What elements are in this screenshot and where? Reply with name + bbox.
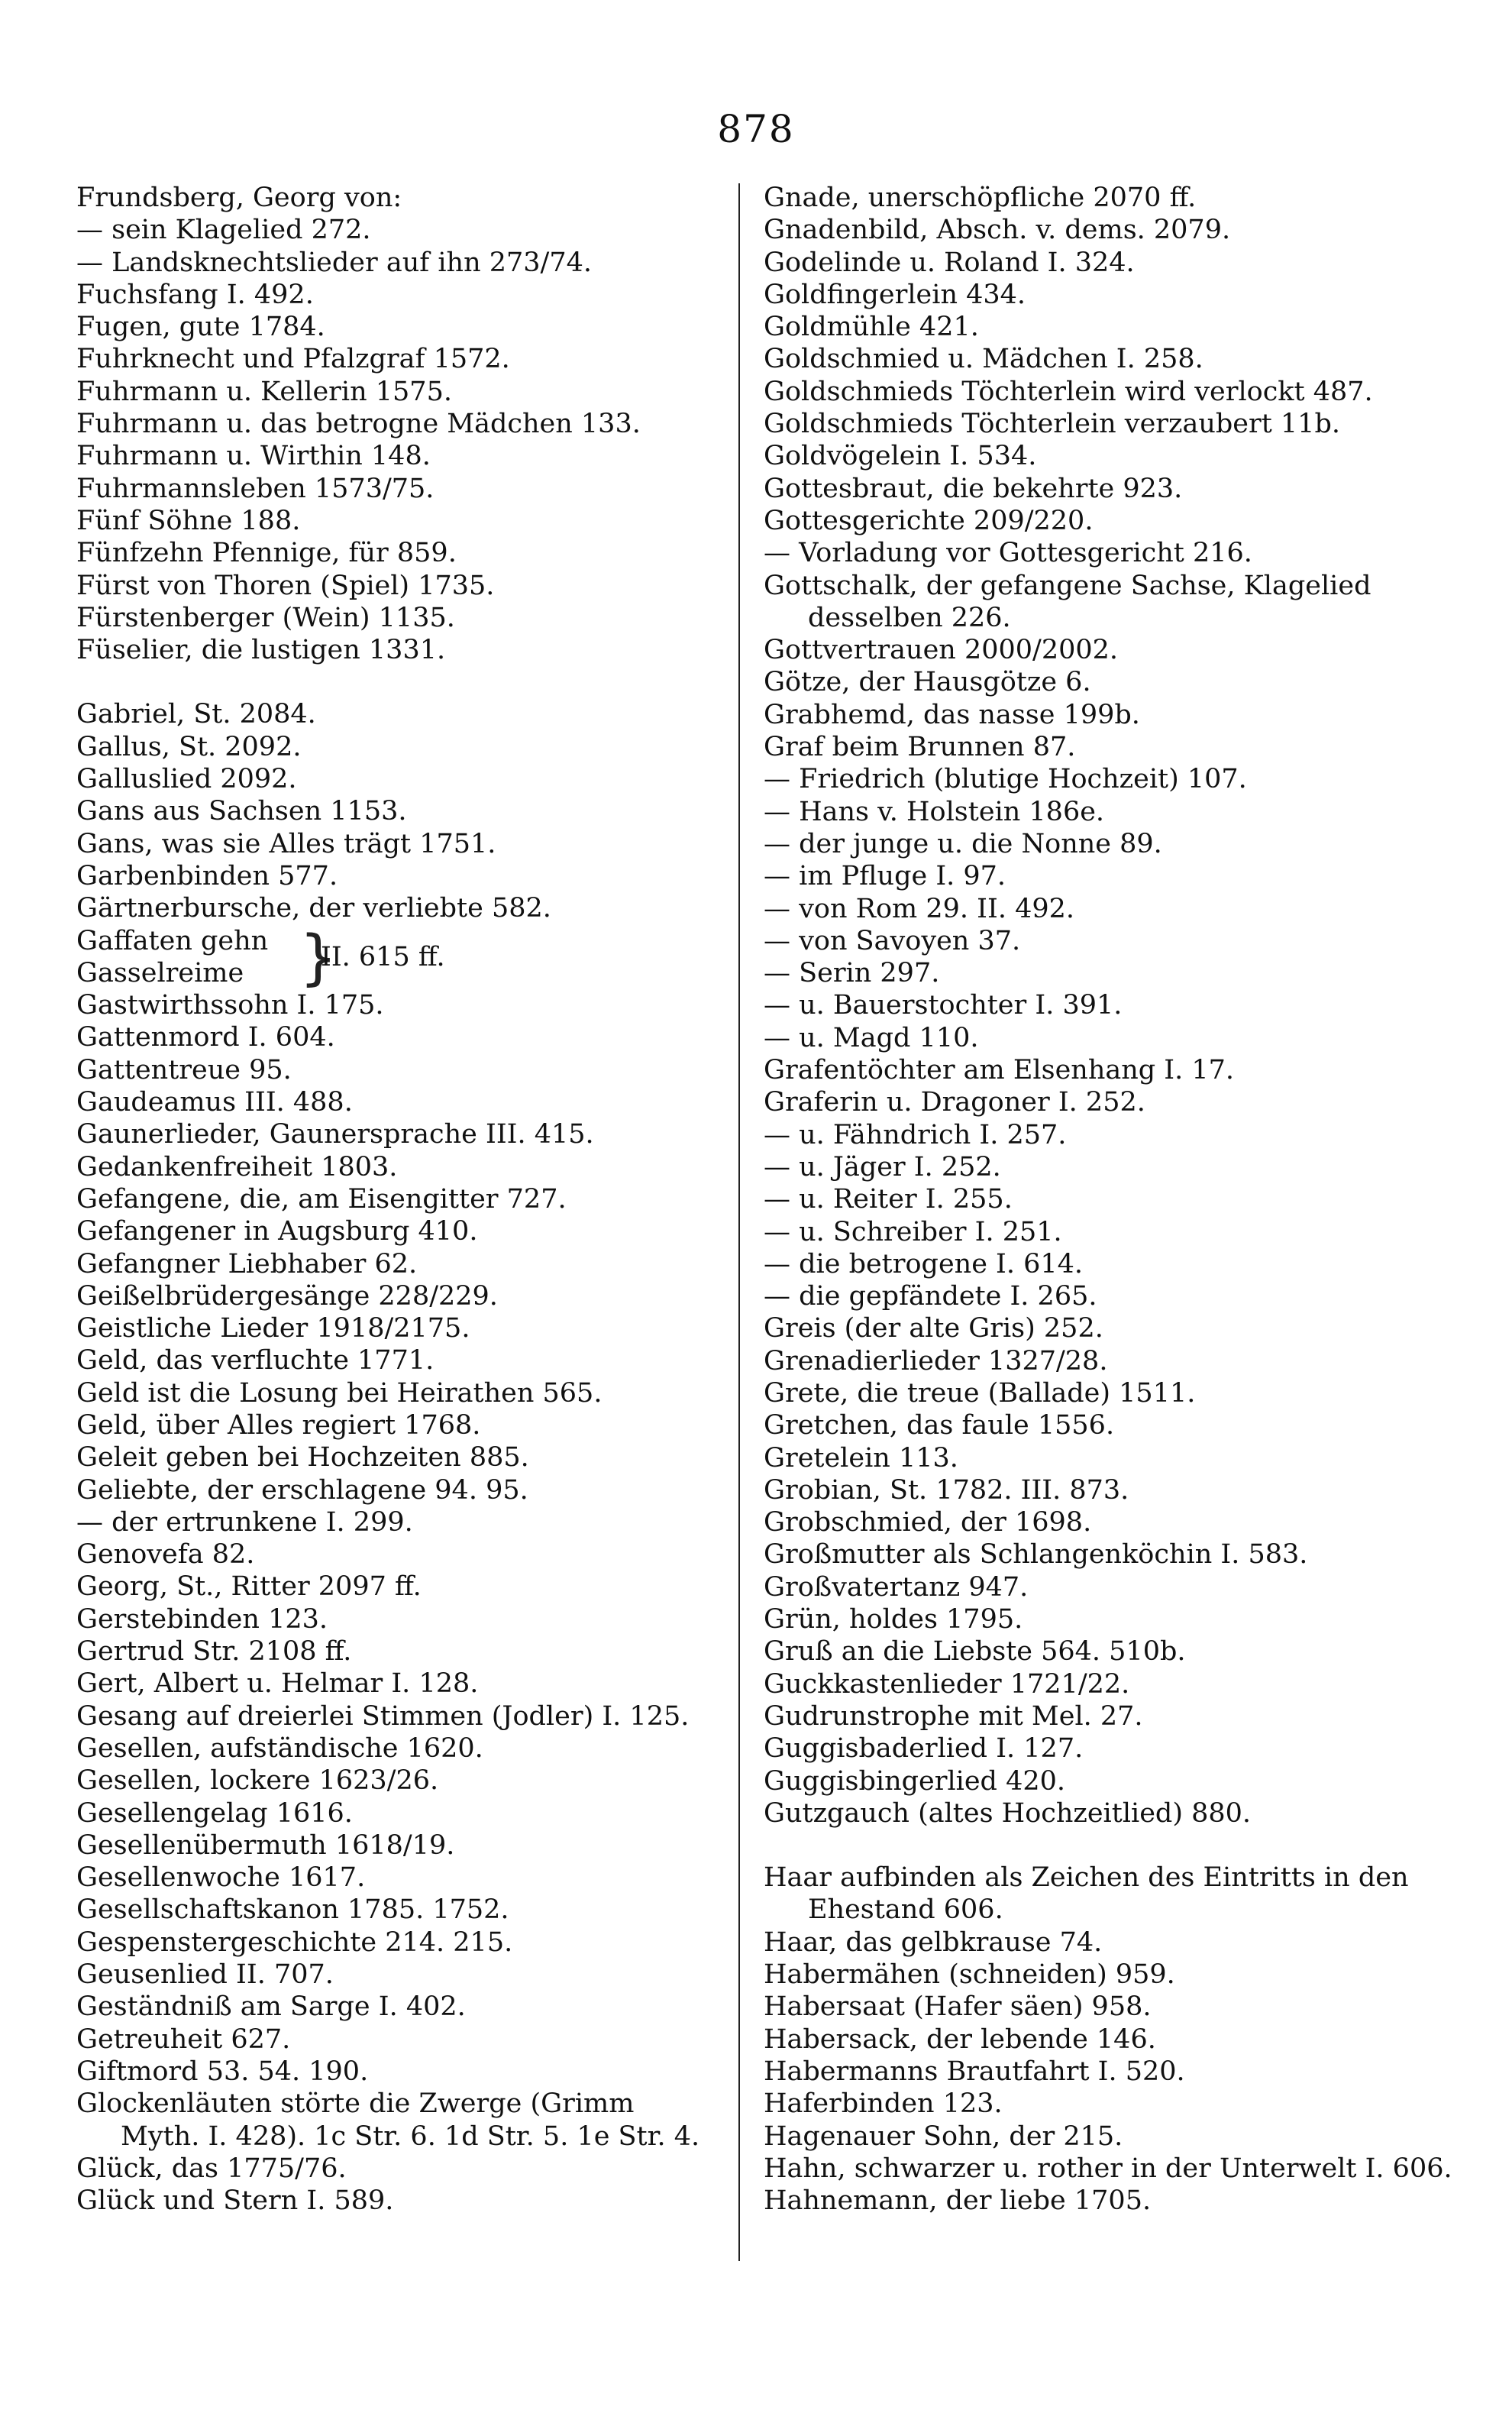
index-entry: — Friedrich (blutige Hochzeit) 107.: [764, 764, 1247, 795]
index-entry: — von Savoyen 37.: [764, 925, 1021, 956]
index-entry: — Landsknechtslieder auf ihn 273/74.: [76, 247, 592, 278]
index-entry: Großvatertanz 947.: [764, 1571, 1029, 1603]
index-entry: Genovefa 82.: [76, 1539, 255, 1571]
index-entry: Geistliche Lieder 1918/2175.: [76, 1313, 470, 1344]
index-entry: Fuhrmannsleben 1573/75.: [76, 473, 435, 504]
index-entry: Fuhrknecht und Pfalzgraf 1572.: [76, 344, 510, 375]
index-entry: Habersack, der lebende 146.: [764, 2024, 1156, 2055]
index-entry: Glück und Stern I. 589.: [76, 2185, 394, 2217]
brace-glyph: }: [299, 923, 338, 992]
index-entry: Hagenauer Sohn, der 215.: [764, 2121, 1123, 2152]
index-entry: Gesellen, lockere 1623/26.: [76, 1765, 439, 1797]
index-entry: Grobian, St. 1782. III. 873.: [764, 1474, 1129, 1506]
index-entry: Gutzgauch (altes Hochzeitlied) 880.: [764, 1797, 1252, 1829]
index-entry: — der junge u. die Nonne 89.: [764, 828, 1162, 859]
index-entry: Graferin u. Dragoner I. 252.: [764, 1087, 1145, 1118]
index-entry: — u. Bauerstochter I. 391.: [764, 990, 1123, 1021]
index-entry: Geleit geben bei Hochzeiten 885.: [76, 1442, 529, 1474]
index-entry: Gesellen, aufständische 1620.: [76, 1732, 483, 1764]
index-entry: Gretchen, das faule 1556.: [764, 1410, 1115, 1441]
index-entry: Gert, Albert u. Helmar I. 128.: [76, 1668, 479, 1700]
index-entry: Götze, der Hausgötze 6.: [764, 667, 1091, 698]
index-entry: Fürst von Thoren (Spiel) 1735.: [76, 570, 495, 601]
index-entry: Greis (der alte Gris) 252.: [764, 1313, 1103, 1344]
index-entry: Gottvertrauen 2000/2002.: [764, 635, 1119, 666]
index-entry: Gaffaten gehn: [76, 925, 269, 956]
index-entry: — Serin 297.: [764, 958, 940, 989]
index-entry: Fünf Söhne 188.: [76, 505, 301, 536]
index-entry: — u. Jäger I. 252.: [764, 1151, 1001, 1182]
index-entry: Georg, St., Ritter 2097 ff.: [76, 1571, 422, 1603]
index-entry: — sein Klagelied 272.: [76, 215, 371, 246]
index-entry: — von Rom 29. II. 492.: [764, 893, 1074, 924]
index-entry: Goldschmieds Töchterlein wird verlockt 487.: [764, 376, 1373, 407]
index-entry: Giftmord 53. 54. 190.: [76, 2056, 369, 2087]
index-entry: Geliebte, der erschlagene 94. 95.: [76, 1474, 528, 1506]
index-entry: Gottesgerichte 209/220.: [764, 505, 1094, 536]
index-entry: Fuhrmann u. Kellerin 1575.: [76, 376, 452, 407]
index-entry: Gudrunstrophe mit Mel. 27.: [764, 1700, 1143, 1732]
index-entry: Grabhemd, das nasse 199b.: [764, 699, 1140, 730]
index-entry: Gattentreue 95.: [76, 1054, 292, 1085]
index-entry: Geld ist die Losung bei Heirathen 565.: [76, 1377, 603, 1409]
index-entry: Grün, holdes 1795.: [764, 1604, 1023, 1635]
index-entry: Gefangner Liebhaber 62.: [76, 1248, 418, 1279]
index-entry: Gerstebinden 123.: [76, 1603, 328, 1635]
bracketed-entry-lines: [76, 925, 268, 990]
index-entry: Hahnemann, der liebe 1705.: [764, 2185, 1152, 2217]
index-entry: — u. Schreiber I. 251.: [764, 1216, 1062, 1247]
index-entry: — im Pfluge I. 97.: [764, 861, 1006, 892]
index-entry: Goldmühle 421.: [764, 312, 979, 343]
index-entry: Gans aus Sachsen 1153.: [76, 796, 407, 827]
index-entry: Godelinde u. Roland I. 324.: [764, 247, 1135, 278]
index-entry: Habersaat (Hafer säen) 958.: [764, 1991, 1152, 2023]
index-entry: Grobschmied, der 1698.: [764, 1507, 1092, 1538]
index-entry: Glück, das 1775/76.: [76, 2153, 347, 2184]
index-entry: Haar, das gelbkrause 74.: [764, 1926, 1103, 1958]
index-entry: — die gepfändete I. 265.: [764, 1281, 1097, 1312]
index-entry: Geusenlied II. 707.: [76, 1959, 334, 1991]
index-entry: Fuhrmann u. Wirthin 148.: [76, 441, 431, 472]
index-entry: Gefangene, die, am Eisengitter 727.: [76, 1183, 567, 1215]
index-column-right: [764, 182, 1452, 2217]
index-entry: Goldfingerlein 434.: [764, 279, 1026, 310]
index-entry: — die betrogene I. 614.: [764, 1248, 1084, 1279]
index-entry: Gnadenbild, Absch. v. dems. 2079.: [764, 215, 1231, 246]
index-entry: Galluslied 2092.: [76, 764, 297, 795]
index-column-left: [76, 182, 710, 2217]
index-entry: Haar aufbinden als Zeichen des Eintritts in den Ehestand 606.: [764, 1862, 1409, 1926]
index-entry: — Vorladung vor Gottesgericht 216.: [764, 538, 1252, 569]
index-entry: Gefangener in Augsburg 410.: [76, 1216, 478, 1247]
index-entry: Fugen, gute 1784.: [76, 312, 325, 343]
index-entry: Grafentöchter am Elsenhang I. 17.: [764, 1055, 1235, 1086]
page-number: 878: [717, 107, 795, 151]
index-entry: Fünfzehn Pfennige, für 859.: [76, 538, 457, 569]
index-entry: Großmutter als Schlangenköchin I. 583.: [764, 1539, 1308, 1571]
index-entry: Geld, das verfluchte 1771.: [76, 1345, 435, 1377]
index-entry: Gesellschaftskanon 1785. 1752.: [76, 1894, 509, 1926]
index-entry: Gesellenübermuth 1618/19.: [76, 1829, 455, 1861]
bracketed-entry-group: [76, 925, 710, 990]
index-entry: Grenadierlieder 1327/28.: [764, 1345, 1108, 1377]
index-entry: — u. Fähndrich I. 257.: [764, 1119, 1067, 1150]
index-entry: Gesellenwoche 1617.: [76, 1862, 366, 1894]
index-entry: Gespenstergeschichte 214. 215.: [76, 1926, 513, 1958]
index-entry: Gabriel, St. 2084.: [76, 699, 316, 730]
index-entry: Guckkastenlieder 1721/22.: [764, 1668, 1130, 1700]
index-entry: Grete, die treue (Ballade) 1511.: [764, 1377, 1196, 1409]
column-divider: [738, 183, 740, 2261]
index-entry: Goldvögelein I. 534.: [764, 441, 1037, 472]
shared-reference: II. 615 ff.: [321, 941, 445, 972]
index-entry: Fuhrmann u. das betrogne Mädchen 133.: [76, 409, 641, 440]
index-entry: — Hans v. Holstein 186e.: [764, 796, 1105, 827]
index-entry: Geißelbrüdergesänge 228/229.: [76, 1280, 498, 1312]
index-entry: Gans, was sie Alles trägt 1751.: [76, 828, 496, 859]
index-entry: Gottesbraut, die bekehrte 923.: [764, 473, 1183, 504]
index-entry: Gruß an die Liebste 564. 510b.: [764, 1636, 1186, 1668]
index-entry: Gretelein 113.: [764, 1442, 958, 1474]
index-entry: Gallus, St. 2092.: [76, 731, 302, 762]
index-entry: Graf beim Brunnen 87.: [764, 732, 1076, 763]
index-entry: Getreuheit 627.: [76, 2024, 291, 2055]
index-entry: Habermanns Brautfahrt I. 520.: [764, 2056, 1185, 2087]
index-entry: Gottschalk, der gefangene Sachse, Klagelied desselben 226.: [764, 570, 1371, 633]
index-entry: Garbenbinden 577.: [76, 860, 338, 891]
index-entry: Gastwirthssohn I. 175.: [76, 990, 384, 1021]
index-entry: — u. Magd 110.: [764, 1022, 979, 1053]
index-entry: Gertrud Str. 2108 ff.: [76, 1636, 352, 1668]
index-entry: Haferbinden 123.: [764, 2088, 1003, 2120]
index-entry: Gesang auf dreierlei Stimmen (Jodler) I. 125.: [76, 1700, 690, 1732]
index-entry: Frundsberg, Georg von:: [76, 183, 402, 213]
index-entry: Gesellengelag 1616.: [76, 1797, 353, 1829]
index-entry: Goldschmied u. Mädchen I. 258.: [764, 344, 1203, 375]
index-entry: Goldschmieds Töchterlein verzaubert 11b.: [764, 409, 1340, 440]
index-entry: — der ertrunkene I. 299.: [76, 1506, 413, 1538]
index-entry: Gattenmord I. 604.: [76, 1022, 335, 1053]
index-entry: Geld, über Alles regiert 1768.: [76, 1409, 481, 1441]
index-entry: Hahn, schwarzer u. rother in der Unterwelt I. 606.: [764, 2153, 1452, 2184]
index-entry: Guggisbingerlied 420.: [764, 1765, 1066, 1797]
index-entry: Fuchsfang I. 492.: [76, 279, 314, 310]
index-entry: Geständniß am Sarge I. 402.: [76, 1991, 466, 2023]
index-entry: Guggisbaderlied I. 127.: [764, 1733, 1084, 1765]
index-entry: Gaunerlieder, Gaunersprache III. 415.: [76, 1119, 594, 1150]
index-entry: — u. Reiter I. 255.: [764, 1184, 1013, 1215]
index-entry: Gnade, unerschöpfliche 2070 ff.: [764, 183, 1197, 213]
index-entry: Gasselreime: [76, 957, 244, 988]
index-entry: Füselier, die lustigen 1331.: [76, 635, 446, 666]
index-entry: Gedankenfreiheit 1803.: [76, 1151, 398, 1182]
index-entry: Habermähen (schneiden) 959.: [764, 1959, 1175, 1991]
index-entry: Gaudeamus III. 488.: [76, 1087, 353, 1118]
index-entry: Gärtnerbursche, der verliebte 582.: [76, 893, 551, 924]
index-entry: Fürstenberger (Wein) 1135.: [76, 602, 455, 633]
index-entry: Glockenläuten störte die Zwerge (Grimm Myth. I. 428). 1c Str. 6. 1d Str. 5. 1e Str. 4.: [76, 2088, 700, 2152]
